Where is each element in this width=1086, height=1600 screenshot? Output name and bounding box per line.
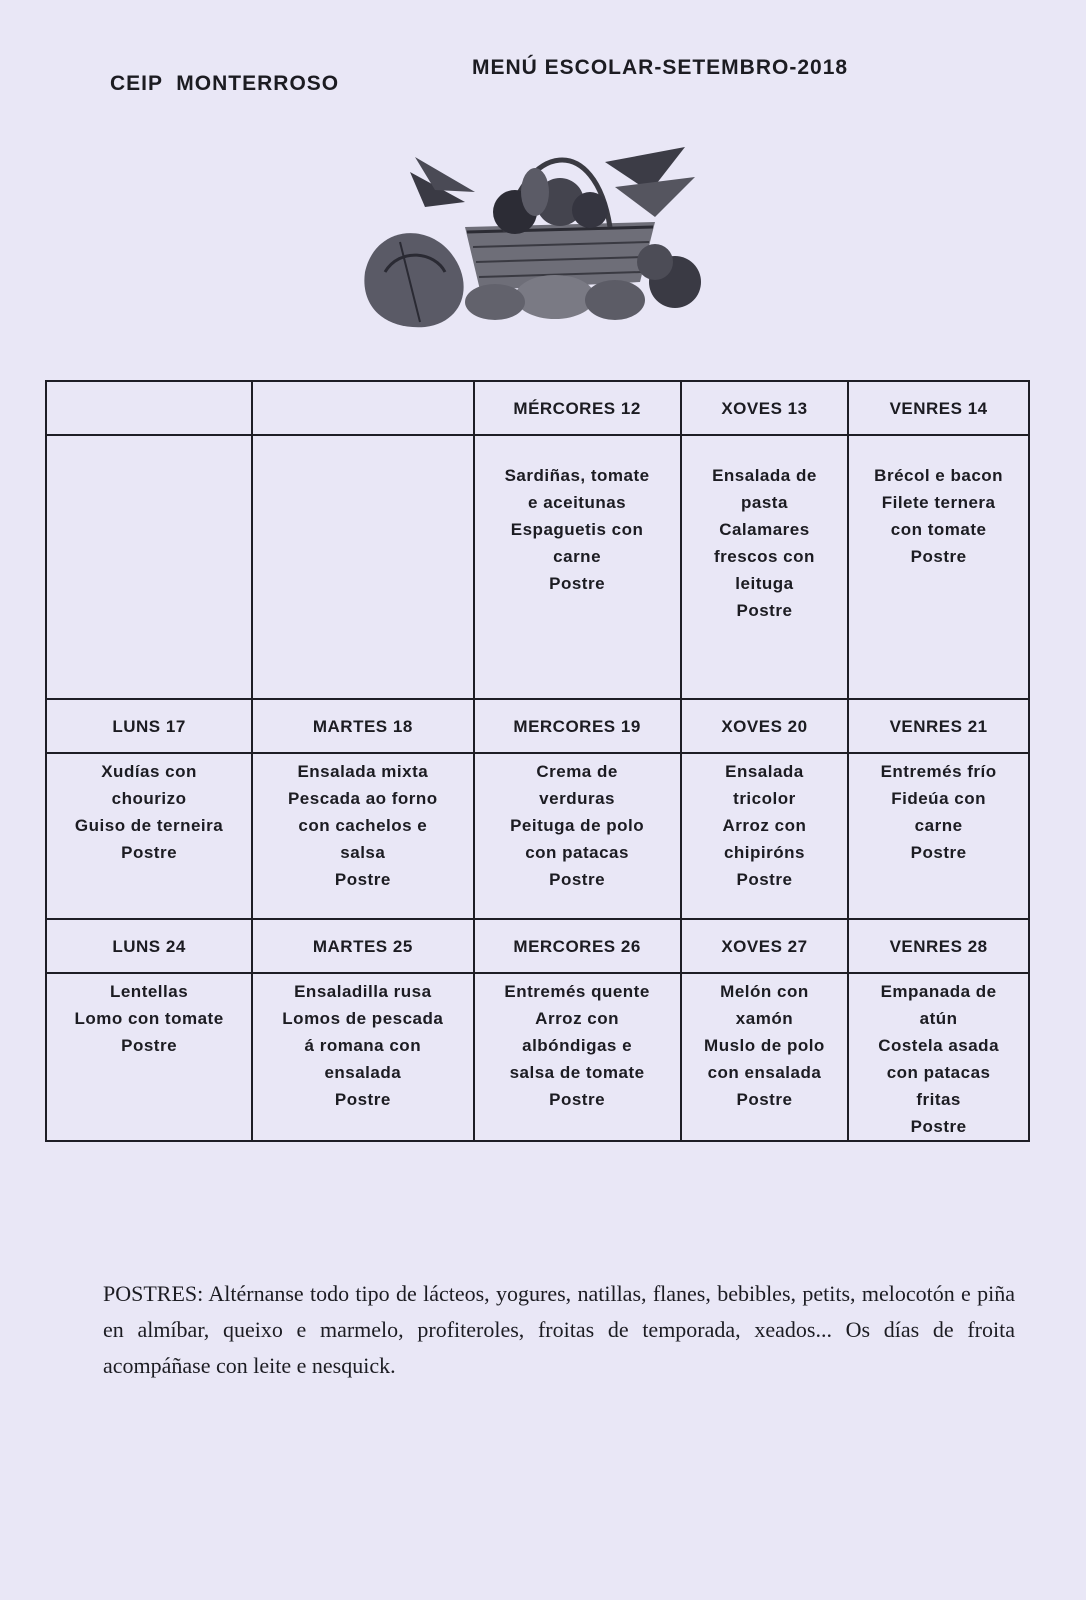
day-header: MERCORES 26 — [474, 919, 681, 973]
dish: chipiróns — [723, 843, 805, 862]
day-header — [252, 381, 473, 435]
dish: Postre — [334, 870, 391, 889]
menu-title: MENÚ ESCOLAR-SETEMBRO-2018 — [472, 56, 849, 79]
dish: Pescada ao forno — [287, 789, 438, 808]
dish: verduras — [539, 789, 615, 808]
menu-cell — [252, 973, 473, 1141]
dish: Fideúa con — [891, 789, 986, 808]
menu-cell — [848, 435, 1029, 699]
dish: Ensalada mixta — [297, 762, 429, 781]
dish: Espaguetis con — [510, 520, 644, 539]
dish: Arroz con — [722, 816, 807, 835]
dish: con patacas — [886, 1063, 991, 1082]
dish: Ensaladilla rusa — [294, 982, 432, 1001]
dish: Postre — [121, 843, 178, 862]
dish: salsa de tomate — [509, 1063, 645, 1082]
dish: Peituga de polo — [510, 816, 645, 835]
dish: carne — [914, 816, 963, 835]
dish: Filete ternera — [881, 493, 996, 512]
dish: e aceitunas — [528, 493, 627, 512]
desserts-note: POSTRES: Altérnanse todo tipo de lácteos, yogures, natillas, flanes, bebibles, petits, melocotón e piña en almíbar, queixo e marmelo, profiteroles, froitas de temporada, xeados... Os días de froita acompáñase con leite e nesquick. — [103, 1281, 1015, 1378]
menu-cell — [848, 753, 1029, 919]
dish: Costela asada — [878, 1036, 1000, 1055]
day-header: XOVES 20 — [681, 699, 849, 753]
day-header: MARTES 25 — [252, 919, 473, 973]
dish: Xudías con — [101, 762, 197, 781]
dish: chourizo — [111, 789, 187, 808]
dish: Postre — [549, 574, 606, 593]
dish: xamón — [735, 1009, 794, 1028]
menu-cell — [681, 435, 849, 699]
table-row — [46, 699, 1029, 753]
dish: Postre — [121, 1036, 178, 1055]
dish: atún — [919, 1009, 958, 1028]
dish: con tomate — [890, 520, 987, 539]
menu-cell — [46, 753, 252, 919]
dish: con cachelos e — [298, 816, 428, 835]
dish: Calamares — [719, 520, 810, 539]
dish: Postre — [334, 1090, 391, 1109]
dish: Sardiñas, tomate — [504, 466, 650, 485]
day-header: VENRES 14 — [848, 381, 1029, 435]
dish: Lomo con tomate — [74, 1009, 224, 1028]
day-header: XOVES 13 — [681, 381, 849, 435]
dish: Lomos de pescada — [282, 1009, 444, 1028]
menu-cell — [681, 753, 849, 919]
menu-cell — [681, 973, 849, 1141]
dish: Postre — [910, 843, 967, 862]
day-header: MARTES 18 — [252, 699, 473, 753]
dish: Lentellas — [109, 982, 189, 1001]
menu-cell — [252, 435, 473, 699]
school-name: CEIP MONTERROSO — [110, 72, 340, 95]
dish: Postre — [910, 1117, 967, 1136]
table-row — [46, 435, 1029, 699]
dish: Melón con — [720, 982, 809, 1001]
dish: Muslo de polo — [704, 1036, 825, 1055]
day-header: LUNS 17 — [46, 699, 252, 753]
dish: pasta — [740, 493, 788, 512]
day-header: XOVES 27 — [681, 919, 849, 973]
dish: á romana con — [304, 1036, 422, 1055]
table-row — [46, 381, 1029, 435]
dish: Guiso de terneira — [74, 816, 224, 835]
menu-table — [45, 380, 1030, 1142]
dish: Entremés quente — [504, 982, 650, 1001]
menu-cell — [474, 753, 681, 919]
menu-cell — [848, 973, 1029, 1141]
dish: leituga — [735, 574, 794, 593]
table-row — [46, 919, 1029, 973]
dish: Postre — [736, 601, 793, 620]
menu-cell — [46, 435, 252, 699]
dish: Postre — [549, 1090, 606, 1109]
day-header: VENRES 28 — [848, 919, 1029, 973]
menu-cell — [474, 435, 681, 699]
dish: salsa — [340, 843, 386, 862]
dish: Postre — [736, 1090, 793, 1109]
vegetable-basket-illustration — [355, 132, 735, 337]
dish: carne — [553, 547, 602, 566]
dish: fritas — [916, 1090, 961, 1109]
dish: ensalada — [324, 1063, 402, 1082]
dish: con ensalada — [707, 1063, 822, 1082]
day-header — [46, 381, 252, 435]
dish: Arroz con — [535, 1009, 620, 1028]
dish: Ensalada — [725, 762, 804, 781]
dish: tricolor — [733, 789, 796, 808]
dish: albóndigas e — [522, 1036, 633, 1055]
menu-cell — [252, 753, 473, 919]
dish: Crema de — [536, 762, 618, 781]
day-header: MERCORES 19 — [474, 699, 681, 753]
dish: Empanada de — [880, 982, 997, 1001]
dish: Ensalada de — [712, 466, 817, 485]
document-header — [110, 54, 940, 104]
dish: con patacas — [525, 843, 629, 862]
day-header: MÉRCORES 12 — [474, 381, 681, 435]
dish: Brécol e bacon — [874, 466, 1004, 485]
menu-cell — [46, 973, 252, 1141]
menu-cell — [474, 973, 681, 1141]
table-row — [46, 973, 1029, 1141]
dish: Postre — [736, 870, 793, 889]
dish: Postre — [549, 870, 606, 889]
dish: Entremés frío — [880, 762, 997, 781]
day-header: LUNS 24 — [46, 919, 252, 973]
dish: Postre — [910, 547, 967, 566]
table-row — [46, 753, 1029, 919]
dish: frescos con — [713, 547, 815, 566]
day-header: VENRES 21 — [848, 699, 1029, 753]
